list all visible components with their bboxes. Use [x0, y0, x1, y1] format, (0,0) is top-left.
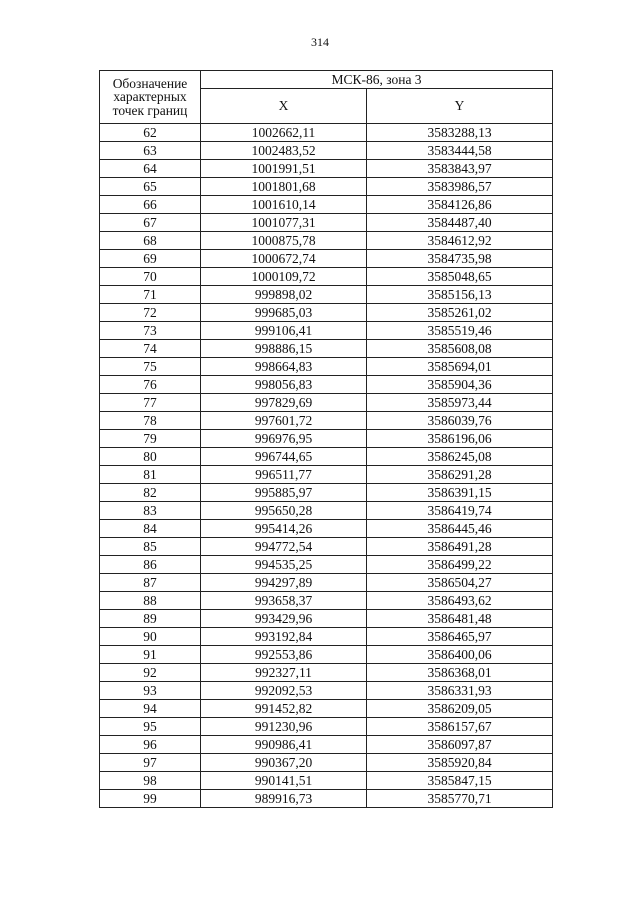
- point-number-cell: 62: [100, 124, 201, 142]
- point-number-cell: 99: [100, 790, 201, 808]
- table-row: [100, 520, 553, 538]
- point-number-cell: 79: [100, 430, 201, 448]
- y-coordinate-cell: 3585608,08: [367, 340, 553, 358]
- x-coordinate-cell: 996744,65: [201, 448, 367, 466]
- point-number-cell: 91: [100, 646, 201, 664]
- y-coordinate-cell: 3586368,01: [367, 664, 553, 682]
- table-row: [100, 466, 553, 484]
- y-coordinate-cell: 3586481,48: [367, 610, 553, 628]
- point-number-cell: 98: [100, 772, 201, 790]
- y-coordinate-cell: 3584612,92: [367, 232, 553, 250]
- x-coordinate-cell: 1001610,14: [201, 196, 367, 214]
- x-coordinate-cell: 990367,20: [201, 754, 367, 772]
- point-number-cell: 73: [100, 322, 201, 340]
- x-coordinate-cell: 994772,54: [201, 538, 367, 556]
- table-body: [100, 124, 553, 808]
- y-column-header: Y: [367, 89, 553, 124]
- y-coordinate-cell: 3586291,28: [367, 466, 553, 484]
- point-number-cell: 83: [100, 502, 201, 520]
- y-coordinate-cell: 3585904,36: [367, 376, 553, 394]
- y-coordinate-cell: 3586157,67: [367, 718, 553, 736]
- point-number-cell: 65: [100, 178, 201, 196]
- point-number-cell: 92: [100, 664, 201, 682]
- y-coordinate-cell: 3585261,02: [367, 304, 553, 322]
- x-coordinate-cell: 998056,83: [201, 376, 367, 394]
- x-coordinate-cell: 999106,41: [201, 322, 367, 340]
- point-number-cell: 66: [100, 196, 201, 214]
- table-row: [100, 484, 553, 502]
- y-coordinate-cell: 3585770,71: [367, 790, 553, 808]
- y-coordinate-cell: 3586391,15: [367, 484, 553, 502]
- y-coordinate-cell: 3586400,06: [367, 646, 553, 664]
- x-coordinate-cell: 993658,37: [201, 592, 367, 610]
- x-coordinate-cell: 991452,82: [201, 700, 367, 718]
- x-coordinate-cell: 1000672,74: [201, 250, 367, 268]
- table-row: [100, 538, 553, 556]
- x-coordinate-cell: 995650,28: [201, 502, 367, 520]
- table-row: [100, 286, 553, 304]
- table-row: [100, 268, 553, 286]
- table-row: [100, 574, 553, 592]
- point-number-cell: 90: [100, 628, 201, 646]
- y-coordinate-cell: 3586499,22: [367, 556, 553, 574]
- y-coordinate-cell: 3585048,65: [367, 268, 553, 286]
- point-number-cell: 67: [100, 214, 201, 232]
- coordinate-system-header: МСК-86, зона 3: [201, 71, 553, 89]
- point-number-cell: 85: [100, 538, 201, 556]
- y-coordinate-cell: 3584487,40: [367, 214, 553, 232]
- point-number-cell: 82: [100, 484, 201, 502]
- x-coordinate-cell: 992553,86: [201, 646, 367, 664]
- table-row: [100, 394, 553, 412]
- x-coordinate-cell: 997601,72: [201, 412, 367, 430]
- point-number-cell: 76: [100, 376, 201, 394]
- table-row: [100, 718, 553, 736]
- point-number-cell: 71: [100, 286, 201, 304]
- point-number-cell: 75: [100, 358, 201, 376]
- table-row: [100, 790, 553, 808]
- table-row: [100, 124, 553, 142]
- y-coordinate-cell: 3583986,57: [367, 178, 553, 196]
- x-coordinate-cell: 991230,96: [201, 718, 367, 736]
- table-row: [100, 754, 553, 772]
- x-coordinate-cell: 997829,69: [201, 394, 367, 412]
- y-coordinate-cell: 3586039,76: [367, 412, 553, 430]
- point-number-cell: 69: [100, 250, 201, 268]
- y-coordinate-cell: 3586196,06: [367, 430, 553, 448]
- y-coordinate-cell: 3586504,27: [367, 574, 553, 592]
- point-number-cell: 89: [100, 610, 201, 628]
- point-number-cell: 63: [100, 142, 201, 160]
- y-coordinate-cell: 3585847,15: [367, 772, 553, 790]
- x-coordinate-cell: 995885,97: [201, 484, 367, 502]
- x-coordinate-cell: 996511,77: [201, 466, 367, 484]
- table-row: [100, 322, 553, 340]
- table-row: [100, 430, 553, 448]
- x-coordinate-cell: 1001801,68: [201, 178, 367, 196]
- x-coordinate-cell: 1002662,11: [201, 124, 367, 142]
- x-coordinate-cell: 993192,84: [201, 628, 367, 646]
- y-coordinate-cell: 3585694,01: [367, 358, 553, 376]
- table-row: [100, 196, 553, 214]
- y-coordinate-cell: 3584126,86: [367, 196, 553, 214]
- x-coordinate-cell: 1002483,52: [201, 142, 367, 160]
- x-coordinate-cell: 998886,15: [201, 340, 367, 358]
- y-coordinate-cell: 3586491,28: [367, 538, 553, 556]
- y-coordinate-cell: 3586419,74: [367, 502, 553, 520]
- table-row: [100, 502, 553, 520]
- table-row: [100, 628, 553, 646]
- point-number-cell: 72: [100, 304, 201, 322]
- table-row: [100, 682, 553, 700]
- table-row: [100, 610, 553, 628]
- point-number-cell: 81: [100, 466, 201, 484]
- x-coordinate-cell: 992327,11: [201, 664, 367, 682]
- y-coordinate-cell: 3586445,46: [367, 520, 553, 538]
- page-number: 314: [311, 35, 329, 49]
- point-number-cell: 93: [100, 682, 201, 700]
- x-coordinate-cell: 995414,26: [201, 520, 367, 538]
- y-coordinate-cell: 3585973,44: [367, 394, 553, 412]
- y-coordinate-cell: 3583288,13: [367, 124, 553, 142]
- table-row: [100, 340, 553, 358]
- table-row: [100, 142, 553, 160]
- y-coordinate-cell: 3586331,93: [367, 682, 553, 700]
- x-coordinate-cell: 992092,53: [201, 682, 367, 700]
- x-coordinate-cell: 1001077,31: [201, 214, 367, 232]
- point-number-cell: 87: [100, 574, 201, 592]
- point-number-cell: 70: [100, 268, 201, 286]
- y-coordinate-cell: 3585519,46: [367, 322, 553, 340]
- point-number-cell: 68: [100, 232, 201, 250]
- x-coordinate-cell: 996976,95: [201, 430, 367, 448]
- table-row: [100, 700, 553, 718]
- table-row: [100, 556, 553, 574]
- x-coordinate-cell: 998664,83: [201, 358, 367, 376]
- table-row: [100, 664, 553, 682]
- table-row: [100, 412, 553, 430]
- table-row: [100, 646, 553, 664]
- x-coordinate-cell: 994297,89: [201, 574, 367, 592]
- point-number-cell: 86: [100, 556, 201, 574]
- table-row: [100, 376, 553, 394]
- table-row: [100, 358, 553, 376]
- table-row: [100, 250, 553, 268]
- table-row: [100, 304, 553, 322]
- y-coordinate-cell: 3586097,87: [367, 736, 553, 754]
- x-coordinate-cell: 999898,02: [201, 286, 367, 304]
- x-coordinate-cell: 1001991,51: [201, 160, 367, 178]
- table-row: [100, 448, 553, 466]
- y-coordinate-cell: 3583444,58: [367, 142, 553, 160]
- y-coordinate-cell: 3584735,98: [367, 250, 553, 268]
- point-number-cell: 64: [100, 160, 201, 178]
- x-coordinate-cell: 990141,51: [201, 772, 367, 790]
- table-row: [100, 592, 553, 610]
- point-number-cell: 97: [100, 754, 201, 772]
- x-coordinate-cell: 1000875,78: [201, 232, 367, 250]
- y-coordinate-cell: 3586465,97: [367, 628, 553, 646]
- x-column-header: X: [201, 89, 367, 124]
- point-number-cell: 94: [100, 700, 201, 718]
- y-coordinate-cell: 3583843,97: [367, 160, 553, 178]
- x-coordinate-cell: 990986,41: [201, 736, 367, 754]
- point-number-cell: 96: [100, 736, 201, 754]
- point-number-cell: 74: [100, 340, 201, 358]
- point-number-cell: 80: [100, 448, 201, 466]
- coordinates-table: [99, 70, 553, 808]
- point-number-cell: 95: [100, 718, 201, 736]
- y-coordinate-cell: 3585920,84: [367, 754, 553, 772]
- x-coordinate-cell: 989916,73: [201, 790, 367, 808]
- table-row: [100, 160, 553, 178]
- y-coordinate-cell: 3585156,13: [367, 286, 553, 304]
- x-coordinate-cell: 999685,03: [201, 304, 367, 322]
- x-coordinate-cell: 994535,25: [201, 556, 367, 574]
- point-number-cell: 84: [100, 520, 201, 538]
- table-row: [100, 214, 553, 232]
- x-coordinate-cell: 1000109,72: [201, 268, 367, 286]
- y-coordinate-cell: 3586493,62: [367, 592, 553, 610]
- y-coordinate-cell: 3586209,05: [367, 700, 553, 718]
- point-designation-header: Обозначение характерных точек границ: [100, 71, 201, 124]
- point-number-cell: 88: [100, 592, 201, 610]
- x-coordinate-cell: 993429,96: [201, 610, 367, 628]
- table-row: [100, 232, 553, 250]
- table-row: [100, 772, 553, 790]
- table-row: [100, 178, 553, 196]
- point-number-cell: 77: [100, 394, 201, 412]
- table-row: [100, 736, 553, 754]
- y-coordinate-cell: 3586245,08: [367, 448, 553, 466]
- point-number-cell: 78: [100, 412, 201, 430]
